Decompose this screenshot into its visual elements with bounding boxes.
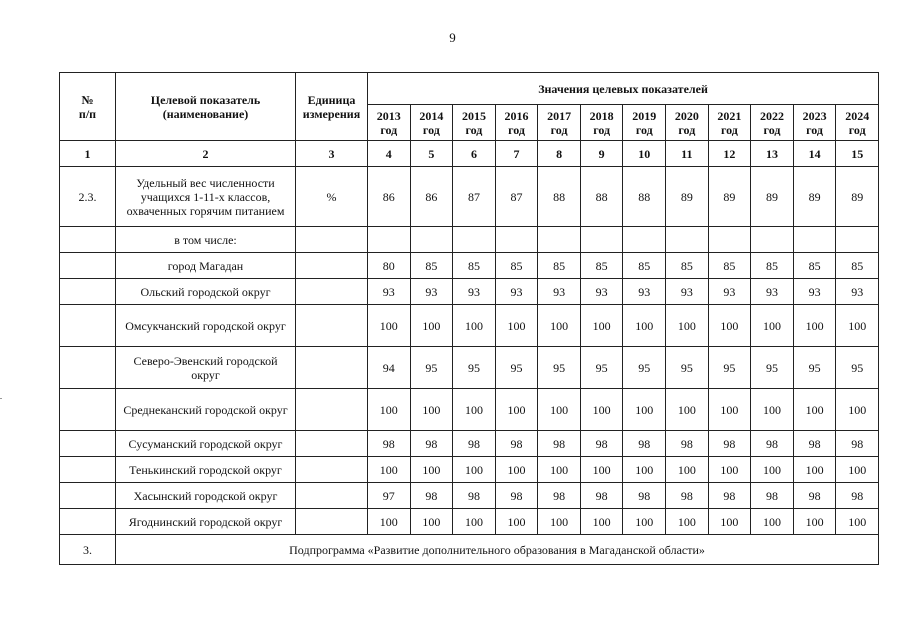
value-cell: 95 bbox=[751, 347, 794, 389]
row-number: 2.3. bbox=[60, 167, 116, 227]
table-row bbox=[60, 457, 879, 483]
value-cell: 95 bbox=[538, 347, 581, 389]
row-number bbox=[60, 457, 116, 483]
row-number bbox=[60, 483, 116, 509]
indicator-name: Удельный вес численности учащихся 1-11-х классов, охваченных горячим питанием bbox=[116, 167, 296, 227]
value-cell: 95 bbox=[666, 347, 709, 389]
unit-cell bbox=[296, 483, 368, 509]
value-cell: 93 bbox=[410, 279, 453, 305]
table-row bbox=[60, 227, 879, 253]
value-cell: 86 bbox=[410, 167, 453, 227]
value-cell: 100 bbox=[538, 457, 581, 483]
indicator-name: в том числе: bbox=[116, 227, 296, 253]
header-col-unit bbox=[296, 73, 368, 141]
value-cell: 100 bbox=[410, 389, 453, 431]
value-cell: 94 bbox=[368, 347, 411, 389]
value-cell: 85 bbox=[580, 253, 623, 279]
value-cell: 100 bbox=[793, 389, 836, 431]
value-cell: 89 bbox=[708, 167, 751, 227]
indicator-name: Тенькинский городской округ bbox=[116, 457, 296, 483]
column-number-cell: 2 bbox=[116, 141, 296, 167]
value-cell: 85 bbox=[751, 253, 794, 279]
value-cell: 85 bbox=[666, 253, 709, 279]
value-cell: 100 bbox=[751, 305, 794, 347]
header-year-4: 2017 год bbox=[538, 105, 581, 141]
indicator-name: Сусуманский городской округ bbox=[116, 431, 296, 457]
value-cell: 85 bbox=[538, 253, 581, 279]
value-cell: 93 bbox=[495, 279, 538, 305]
value-cell: 100 bbox=[751, 389, 794, 431]
value-cell bbox=[623, 227, 666, 253]
header-col-no bbox=[60, 73, 116, 141]
value-cell bbox=[751, 227, 794, 253]
value-cell: 98 bbox=[836, 483, 879, 509]
value-cell: 98 bbox=[666, 431, 709, 457]
value-cell: 100 bbox=[580, 389, 623, 431]
value-cell: 85 bbox=[708, 253, 751, 279]
value-cell: 87 bbox=[453, 167, 496, 227]
value-cell: 85 bbox=[495, 253, 538, 279]
value-cell: 100 bbox=[708, 457, 751, 483]
column-number-cell: 9 bbox=[580, 141, 623, 167]
column-number-cell: 7 bbox=[495, 141, 538, 167]
column-number-cell: 14 bbox=[793, 141, 836, 167]
value-cell: 100 bbox=[580, 457, 623, 483]
value-cell: 85 bbox=[453, 253, 496, 279]
column-number-cell: 13 bbox=[751, 141, 794, 167]
value-cell bbox=[495, 227, 538, 253]
value-cell: 100 bbox=[538, 305, 581, 347]
table-row bbox=[60, 389, 879, 431]
value-cell: 95 bbox=[495, 347, 538, 389]
column-number-cell: 4 bbox=[368, 141, 411, 167]
value-cell: 100 bbox=[708, 305, 751, 347]
unit-cell: % bbox=[296, 167, 368, 227]
column-number-cell: 6 bbox=[453, 141, 496, 167]
header-col-values: Значения целевых показателей bbox=[368, 73, 879, 105]
value-cell: 98 bbox=[538, 483, 581, 509]
table-row bbox=[60, 305, 879, 347]
unit-cell bbox=[296, 279, 368, 305]
table-row bbox=[60, 279, 879, 305]
value-cell: 100 bbox=[793, 305, 836, 347]
value-cell bbox=[368, 227, 411, 253]
value-cell: 100 bbox=[368, 305, 411, 347]
value-cell: 100 bbox=[666, 389, 709, 431]
value-cell: 93 bbox=[793, 279, 836, 305]
value-cell: 100 bbox=[495, 305, 538, 347]
indicator-name: город Магадан bbox=[116, 253, 296, 279]
value-cell: 100 bbox=[836, 509, 879, 535]
value-cell: 100 bbox=[580, 509, 623, 535]
header-year-7: 2020 год bbox=[666, 105, 709, 141]
value-cell: 98 bbox=[793, 483, 836, 509]
value-cell: 100 bbox=[410, 305, 453, 347]
value-cell: 80 bbox=[368, 253, 411, 279]
column-number-cell: 15 bbox=[836, 141, 879, 167]
row-number bbox=[60, 305, 116, 347]
value-cell: 95 bbox=[623, 347, 666, 389]
row-number bbox=[60, 431, 116, 457]
value-cell: 100 bbox=[623, 509, 666, 535]
value-cell: 98 bbox=[538, 431, 581, 457]
value-cell: 100 bbox=[623, 389, 666, 431]
indicator-name: Северо-Эвенский городской округ bbox=[116, 347, 296, 389]
column-number-cell: 5 bbox=[410, 141, 453, 167]
value-cell: 100 bbox=[836, 305, 879, 347]
value-cell bbox=[836, 227, 879, 253]
value-cell: 93 bbox=[580, 279, 623, 305]
value-cell: 88 bbox=[580, 167, 623, 227]
value-cell: 100 bbox=[793, 509, 836, 535]
value-cell: 95 bbox=[453, 347, 496, 389]
section-number: 3. bbox=[60, 535, 116, 565]
unit-cell bbox=[296, 305, 368, 347]
value-cell: 85 bbox=[410, 253, 453, 279]
header-year-11: 2024 год bbox=[836, 105, 879, 141]
value-cell: 89 bbox=[836, 167, 879, 227]
value-cell: 98 bbox=[623, 431, 666, 457]
header-column-numbers-row bbox=[60, 141, 879, 167]
row-number bbox=[60, 279, 116, 305]
value-cell: 100 bbox=[793, 457, 836, 483]
row-number bbox=[60, 253, 116, 279]
value-cell: 98 bbox=[751, 431, 794, 457]
row-number bbox=[60, 227, 116, 253]
indicator-name: Хасынский городской округ bbox=[116, 483, 296, 509]
value-cell: 100 bbox=[453, 305, 496, 347]
value-cell: 93 bbox=[623, 279, 666, 305]
header-year-3: 2016 год bbox=[495, 105, 538, 141]
unit-cell bbox=[296, 347, 368, 389]
target-indicators-table bbox=[59, 72, 879, 565]
value-cell: 95 bbox=[580, 347, 623, 389]
column-number-cell: 1 bbox=[60, 141, 116, 167]
value-cell: 98 bbox=[793, 431, 836, 457]
value-cell: 95 bbox=[708, 347, 751, 389]
header-col-no-label: № п/п bbox=[78, 92, 97, 121]
value-cell: 95 bbox=[410, 347, 453, 389]
value-cell: 98 bbox=[580, 483, 623, 509]
column-number-cell: 12 bbox=[708, 141, 751, 167]
value-cell: 85 bbox=[793, 253, 836, 279]
value-cell: 98 bbox=[368, 431, 411, 457]
value-cell: 100 bbox=[751, 509, 794, 535]
value-cell: 98 bbox=[453, 431, 496, 457]
header-year-9: 2022 год bbox=[751, 105, 794, 141]
value-cell: 100 bbox=[623, 457, 666, 483]
value-cell: 93 bbox=[708, 279, 751, 305]
column-number-cell: 10 bbox=[623, 141, 666, 167]
unit-cell bbox=[296, 457, 368, 483]
value-cell: 100 bbox=[538, 389, 581, 431]
header-year-0: 2013 год bbox=[368, 105, 411, 141]
value-cell: 100 bbox=[666, 509, 709, 535]
value-cell: 100 bbox=[836, 457, 879, 483]
value-cell bbox=[538, 227, 581, 253]
value-cell: 100 bbox=[368, 509, 411, 535]
column-number-cell: 3 bbox=[296, 141, 368, 167]
value-cell: 100 bbox=[453, 509, 496, 535]
value-cell: 100 bbox=[666, 305, 709, 347]
column-number-cell: 11 bbox=[666, 141, 709, 167]
indicator-name: Ягоднинский городской округ bbox=[116, 509, 296, 535]
value-cell: 88 bbox=[623, 167, 666, 227]
value-cell: 85 bbox=[836, 253, 879, 279]
section-title: Подпрограмма «Развитие дополнительного образования в Магаданской области» bbox=[116, 535, 879, 565]
value-cell: 100 bbox=[623, 305, 666, 347]
value-cell: 98 bbox=[410, 483, 453, 509]
value-cell: 93 bbox=[453, 279, 496, 305]
value-cell bbox=[666, 227, 709, 253]
value-cell: 89 bbox=[666, 167, 709, 227]
value-cell: 98 bbox=[410, 431, 453, 457]
header-year-5: 2018 год bbox=[580, 105, 623, 141]
table-row bbox=[60, 483, 879, 509]
table-row bbox=[60, 167, 879, 227]
value-cell: 100 bbox=[495, 457, 538, 483]
value-cell: 98 bbox=[836, 431, 879, 457]
value-cell: 98 bbox=[623, 483, 666, 509]
header-year-10: 2023 год bbox=[793, 105, 836, 141]
value-cell: 98 bbox=[453, 483, 496, 509]
table-row bbox=[60, 253, 879, 279]
value-cell: 85 bbox=[623, 253, 666, 279]
page-number: 9 bbox=[449, 30, 456, 45]
value-cell: 100 bbox=[751, 457, 794, 483]
header-year-1: 2014 год bbox=[410, 105, 453, 141]
value-cell: 100 bbox=[538, 509, 581, 535]
value-cell: 98 bbox=[580, 431, 623, 457]
value-cell: 87 bbox=[495, 167, 538, 227]
value-cell: 86 bbox=[368, 167, 411, 227]
header-year-6: 2019 год bbox=[623, 105, 666, 141]
value-cell: 89 bbox=[751, 167, 794, 227]
value-cell: 95 bbox=[793, 347, 836, 389]
value-cell: 98 bbox=[495, 483, 538, 509]
value-cell: 97 bbox=[368, 483, 411, 509]
section-row bbox=[60, 535, 879, 565]
value-cell: 93 bbox=[751, 279, 794, 305]
unit-cell bbox=[296, 431, 368, 457]
value-cell bbox=[708, 227, 751, 253]
row-number bbox=[60, 389, 116, 431]
table-body bbox=[60, 167, 879, 535]
unit-cell bbox=[296, 509, 368, 535]
value-cell: 89 bbox=[793, 167, 836, 227]
value-cell: 100 bbox=[368, 389, 411, 431]
indicator-name: Ольский городской округ bbox=[116, 279, 296, 305]
value-cell: 88 bbox=[538, 167, 581, 227]
header-col-indicator-label: Целевой показатель (наименование) bbox=[150, 92, 261, 121]
value-cell: 100 bbox=[836, 389, 879, 431]
header-year-2: 2015 год bbox=[453, 105, 496, 141]
value-cell: 93 bbox=[666, 279, 709, 305]
value-cell: 100 bbox=[453, 457, 496, 483]
header-year-8: 2021 год bbox=[708, 105, 751, 141]
value-cell: 100 bbox=[580, 305, 623, 347]
scan-edge-mark bbox=[0, 398, 2, 399]
value-cell: 95 bbox=[836, 347, 879, 389]
row-number bbox=[60, 347, 116, 389]
unit-cell bbox=[296, 253, 368, 279]
table-row bbox=[60, 347, 879, 389]
value-cell: 100 bbox=[495, 389, 538, 431]
value-cell: 100 bbox=[708, 509, 751, 535]
column-number-cell: 8 bbox=[538, 141, 581, 167]
value-cell: 100 bbox=[410, 509, 453, 535]
row-number bbox=[60, 509, 116, 535]
value-cell bbox=[793, 227, 836, 253]
table-row bbox=[60, 509, 879, 535]
value-cell: 100 bbox=[495, 509, 538, 535]
value-cell: 100 bbox=[453, 389, 496, 431]
table-row bbox=[60, 431, 879, 457]
value-cell: 100 bbox=[368, 457, 411, 483]
value-cell: 100 bbox=[708, 389, 751, 431]
value-cell: 93 bbox=[368, 279, 411, 305]
indicator-name: Омсукчанский городской округ bbox=[116, 305, 296, 347]
header-col-indicator bbox=[116, 73, 296, 141]
value-cell: 98 bbox=[708, 483, 751, 509]
unit-cell bbox=[296, 389, 368, 431]
indicator-name: Среднеканский городской округ bbox=[116, 389, 296, 431]
value-cell: 100 bbox=[410, 457, 453, 483]
value-cell: 98 bbox=[495, 431, 538, 457]
value-cell: 93 bbox=[836, 279, 879, 305]
value-cell: 98 bbox=[666, 483, 709, 509]
value-cell: 98 bbox=[751, 483, 794, 509]
value-cell: 100 bbox=[666, 457, 709, 483]
value-cell bbox=[410, 227, 453, 253]
value-cell: 93 bbox=[538, 279, 581, 305]
value-cell bbox=[453, 227, 496, 253]
unit-cell bbox=[296, 227, 368, 253]
value-cell: 98 bbox=[708, 431, 751, 457]
header-col-unit-label: Единица измерения bbox=[302, 92, 361, 121]
value-cell bbox=[580, 227, 623, 253]
